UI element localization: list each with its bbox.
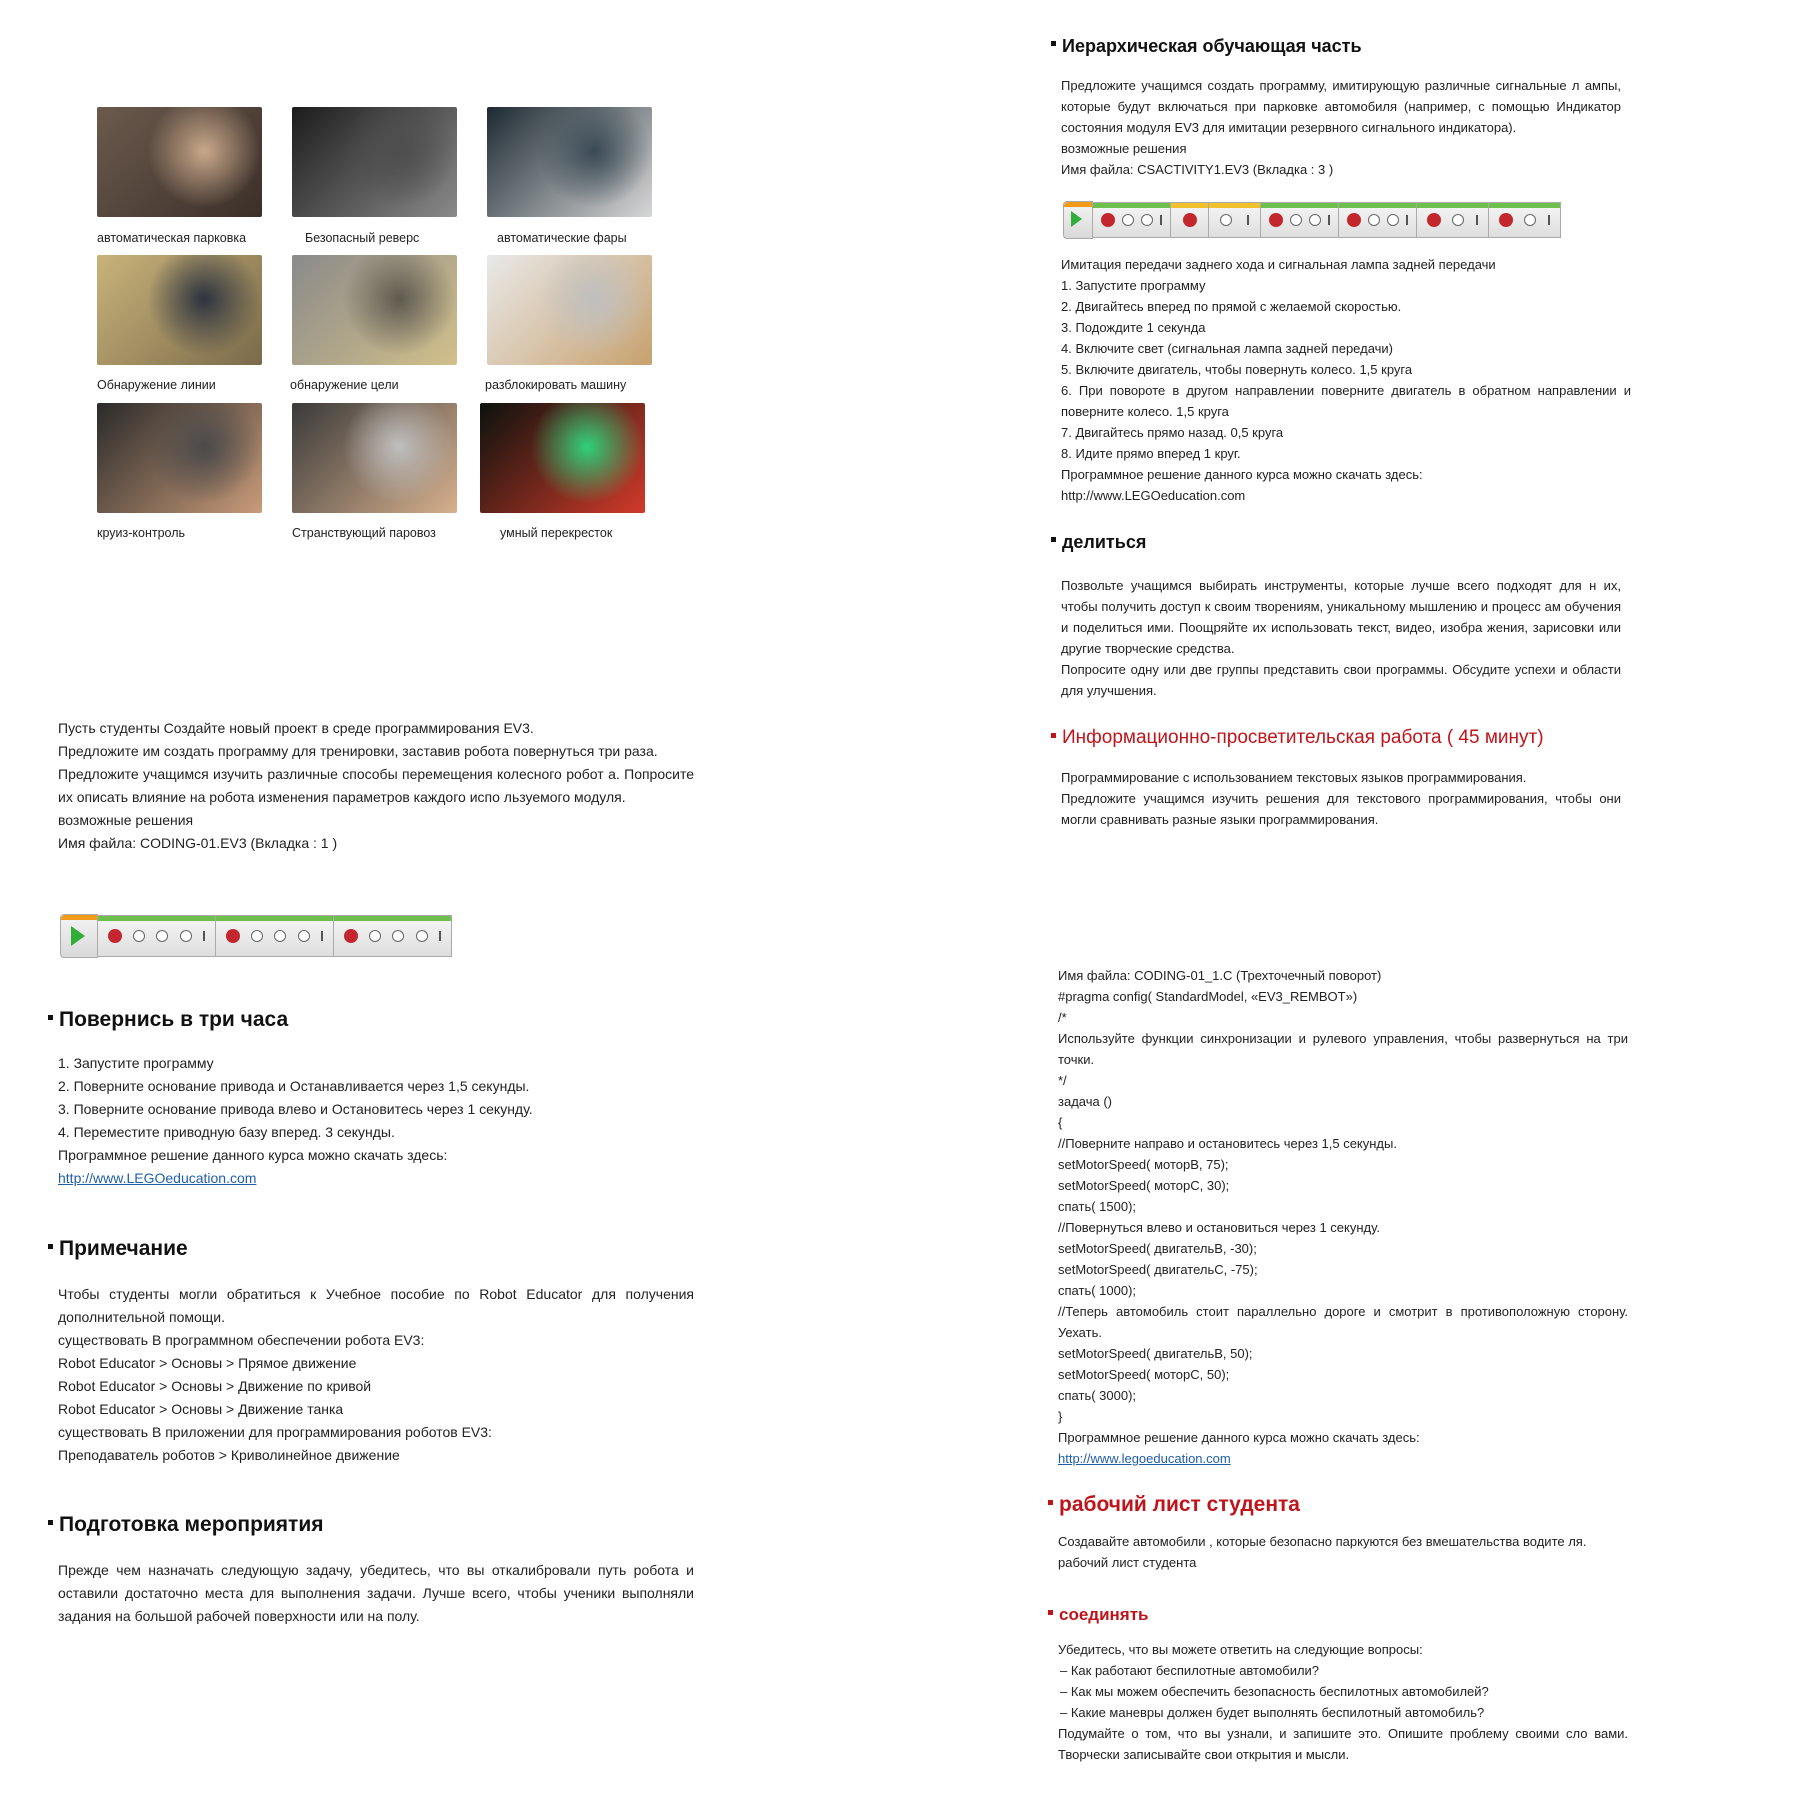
intro-line: Пусть студенты Создайте новый проект в среде программирования EV3. <box>58 720 534 736</box>
code-section <box>1058 965 1628 1469</box>
night-driver-photo <box>487 107 652 217</box>
code-line: setMotorSpeed( моторB, 75); <box>1058 1157 1229 1172</box>
play-icon <box>1071 211 1082 227</box>
move-steering-block <box>334 915 452 957</box>
car-key-fob-photo <box>487 255 652 365</box>
left-intro <box>58 717 694 855</box>
intro-line: Имя файла: CODING-01.EV3 (Вкладка : 1 ) <box>58 835 338 851</box>
step-line: 3. Поверните основание привода влево и Остановитесь через 1 секунду. <box>58 1101 533 1117</box>
step-line: 2. Поверните основание привода и Останавливается через 1,5 секунды. <box>58 1078 530 1094</box>
code-line: //Повернуться влево и остановиться через 1 секунду. <box>1058 1220 1380 1235</box>
worksheet-line: Создавайте автомобили , которые безопасно паркуются без вмешательства водите ля. <box>1058 1534 1587 1549</box>
step-line: 1. Запустите программу <box>1061 278 1206 293</box>
program-block <box>1171 202 1209 238</box>
photo-caption: Безопасный реверс <box>305 231 420 245</box>
code-line: } <box>1058 1409 1063 1424</box>
step-line: 6. При повороте в другом направлении поверните двигатель в обратном направлении и поверните колесо. 1,5 круга <box>1061 383 1631 419</box>
share-section <box>1051 532 1621 701</box>
connect-line: Подумайте о том, что вы узнали, и запишите это. Опишите проблему своими сло вами. Творчески записывайте свои открытия и мысли. <box>1058 1726 1628 1762</box>
step-line: 4. Переместите приводную базу вперед. 3 секунды. <box>58 1124 395 1140</box>
code-line: спать( 1000); <box>1058 1283 1137 1298</box>
steering-wheel-photo <box>97 403 262 513</box>
photo-caption: Странствующий паровоз <box>292 526 436 540</box>
program-block <box>1339 202 1417 238</box>
code-line: setMotorSpeed( двигательB, -30); <box>1058 1241 1257 1256</box>
outreach-line: Предложите учащимся изучить решения для текстового программирования, чтобы они могли сравнивать разные языки программирования. <box>1061 791 1621 827</box>
download-link[interactable]: http://www.legoeducation.com <box>1058 1451 1231 1466</box>
connect-line: Убедитесь, что вы можете ответить на следующие вопросы: <box>1058 1642 1423 1657</box>
code-line: /* <box>1058 1010 1067 1025</box>
hier-line: возможные решения <box>1061 141 1187 156</box>
photo-caption: круиз-контроль <box>97 526 186 540</box>
section-heading: делиться <box>1051 532 1621 553</box>
note-line: существовать В программном обеспечении робота EV3: <box>58 1332 425 1348</box>
code-line: { <box>1058 1115 1063 1130</box>
prep-section <box>48 1513 694 1628</box>
note-line: Преподаватель роботов > Криволинейное движение <box>58 1447 400 1463</box>
ev3-program-blocks <box>60 913 452 959</box>
photo-caption: обнаружение цели <box>290 378 399 392</box>
section-heading: Информационно-просветительская работа ( 45 минут) <box>1051 727 1621 749</box>
code-line: Программное решение данного курса можно скачать здесь: <box>1058 1430 1420 1445</box>
code-line: Используйте функции синхронизации и рулевого управления, чтобы развернуться на три точки. <box>1058 1031 1628 1067</box>
program-block <box>1489 202 1561 238</box>
green-traffic-light-photo <box>480 403 645 513</box>
download-link[interactable]: http://www.LEGOeducation.com <box>1061 488 1246 503</box>
section-heading: рабочий лист студента <box>1048 1493 1628 1517</box>
turn-section <box>48 1008 694 1190</box>
step-line: 2. Двигайтесь вперед по прямой с желаемой скоростью. <box>1061 299 1402 314</box>
sim-title: Имитация передачи заднего хода и сигнальная лампа задней передачи <box>1061 257 1496 272</box>
code-line: спать( 1500); <box>1058 1199 1137 1214</box>
code-line: setMotorSpeed( моторC, 30); <box>1058 1178 1230 1193</box>
code-line: #pragma config( StandardModel, «EV3_REMBOT») <box>1058 989 1358 1004</box>
hier-paragraph: Предложите учащимся создать программу, имитирующую различные сигнальные л ампы, которые будут включаться при парковке автомобиля (например, с помощью Индикатор состояния модуля EV3 для имитации резервного сигнального индикатора). <box>1061 78 1621 135</box>
step-line: 5. Включите двигатель, чтобы повернуть колесо. 1,5 круга <box>1061 362 1413 377</box>
outreach-section <box>1051 727 1621 830</box>
step-line: 8. Идите прямо вперед 1 круг. <box>1061 446 1241 461</box>
section-heading: Повернись в три часа <box>48 1008 694 1032</box>
program-block <box>1417 202 1489 238</box>
code-line: //Поверните направо и остановитесь через 1,5 секунды. <box>1058 1136 1397 1151</box>
section-heading: Иерархическая обучающая часть <box>1051 36 1621 57</box>
share-paragraph: Попросите одну или две группы представить свои программы. Обсудите успехи и области для улучшения. <box>1061 662 1621 698</box>
connect-line: – Как работают беспилотные автомобили? <box>1060 1663 1320 1678</box>
start-block <box>60 914 98 958</box>
car-side-mirror-photo <box>97 255 262 365</box>
code-line: Имя файла: CODING-01_1.C (Трехточечный поворот) <box>1058 968 1382 983</box>
note-line: Robot Educator > Основы > Движение по кривой <box>58 1378 372 1394</box>
prep-paragraph: Прежде чем назначать следующую задачу, убедитесь, что вы откалибровали путь робота и оставили достаточно места для выполнения задачи. Лучше всего, чтобы ученики выполняли задания на большой рабочей поверхности или на полу. <box>58 1562 694 1624</box>
download-text: Программное решение данного курса можно скачать здесь: <box>58 1147 448 1163</box>
step-line: 3. Подождите 1 секунда <box>1061 320 1206 335</box>
section-heading: Примечание <box>48 1237 694 1261</box>
move-steering-block <box>98 915 216 957</box>
hier-steps <box>1061 254 1631 506</box>
step-line: 1. Запустите программу <box>58 1055 214 1071</box>
program-block <box>1093 202 1171 238</box>
note-paragraph: Чтобы студенты могли обратиться к Учебное пособие по Robot Educator для получения дополнительной помощи. <box>58 1286 694 1325</box>
program-block <box>1261 202 1339 238</box>
photo-caption: умный перекресток <box>500 526 613 540</box>
photo-caption: автоматическая парковка <box>97 231 247 245</box>
note-line: Robot Educator > Основы > Движение танка <box>58 1401 344 1417</box>
intro-line: Предложите учащимся изучить различные способы перемещения колесного робот а. Попросите их описать влияние на робота изменения параметров каждого испо льзуемого модуля. <box>58 766 694 805</box>
code-line: setMotorSpeed( двигательB, 50); <box>1058 1346 1253 1361</box>
download-link[interactable]: http://www.LEGOeducation.com <box>58 1170 257 1186</box>
move-steering-block <box>216 915 334 957</box>
photo-caption: Обнаружение линии <box>97 378 216 392</box>
code-line: setMotorSpeed( моторC, 50); <box>1058 1367 1230 1382</box>
program-block <box>1209 202 1261 238</box>
intro-line: Предложите им создать программу для тренировки, заставив робота повернуться три раза. <box>58 743 658 759</box>
gps-navigation-photo <box>292 403 457 513</box>
code-line: //Теперь автомобиль стоит параллельно дороге и смотрит в противоположную сторону. Уехать. <box>1058 1304 1628 1340</box>
outreach-line: Программирование с использованием текстовых языков программирования. <box>1061 770 1527 785</box>
family-in-car-photo <box>97 107 262 217</box>
step-line: 4. Включите свет (сигнальная лампа задней передачи) <box>1061 341 1394 356</box>
play-icon <box>71 926 85 946</box>
note-line: Robot Educator > Основы > Прямое движение <box>58 1355 357 1371</box>
hier-line: Имя файла: CSACTIVITY1.EV3 (Вкладка : 3 ) <box>1061 162 1334 177</box>
gear-shifter-photo <box>292 107 457 217</box>
connect-line: – Как мы можем обеспечить безопасность беспилотных автомобилей? <box>1060 1684 1489 1699</box>
connect-line: – Какие маневры должен будет выполнять беспилотный автомобиль? <box>1060 1705 1485 1720</box>
deer-on-road-photo <box>292 255 457 365</box>
note-section <box>48 1237 694 1467</box>
start-block <box>1063 201 1093 239</box>
worksheet-section <box>1048 1493 1628 1573</box>
code-line: спать( 3000); <box>1058 1388 1137 1403</box>
code-line: задача () <box>1058 1094 1112 1109</box>
photo-caption: автоматические фары <box>497 231 627 245</box>
download-text: Программное решение данного курса можно скачать здесь: <box>1061 467 1423 482</box>
note-line: существовать В приложении для программирования роботов EV3: <box>58 1424 492 1440</box>
hier-section <box>1051 36 1621 180</box>
intro-line: возможные решения <box>58 812 194 828</box>
code-line: setMotorSpeed( двигательC, -75); <box>1058 1262 1258 1277</box>
photo-caption: разблокировать машину <box>485 378 627 392</box>
section-heading: Подготовка мероприятия <box>48 1513 694 1537</box>
connect-section <box>1048 1605 1628 1765</box>
step-line: 7. Двигайтесь прямо назад. 0,5 круга <box>1061 425 1284 440</box>
code-line: */ <box>1058 1073 1067 1088</box>
ev3-program-blocks <box>1063 200 1561 240</box>
share-paragraph: Позвольте учащимся выбирать инструменты, которые лучше всего подходят для н их, чтобы получить доступ к своим творениям, уникальному мышлению и процесс ам обучения и поделиться ими. Поощряйте их использовать текст, видео, изобра жения, зарисовки или другие творческие средства. <box>1061 578 1621 656</box>
worksheet-line: рабочий лист студента <box>1058 1555 1197 1570</box>
section-heading: соединять <box>1048 1605 1628 1625</box>
